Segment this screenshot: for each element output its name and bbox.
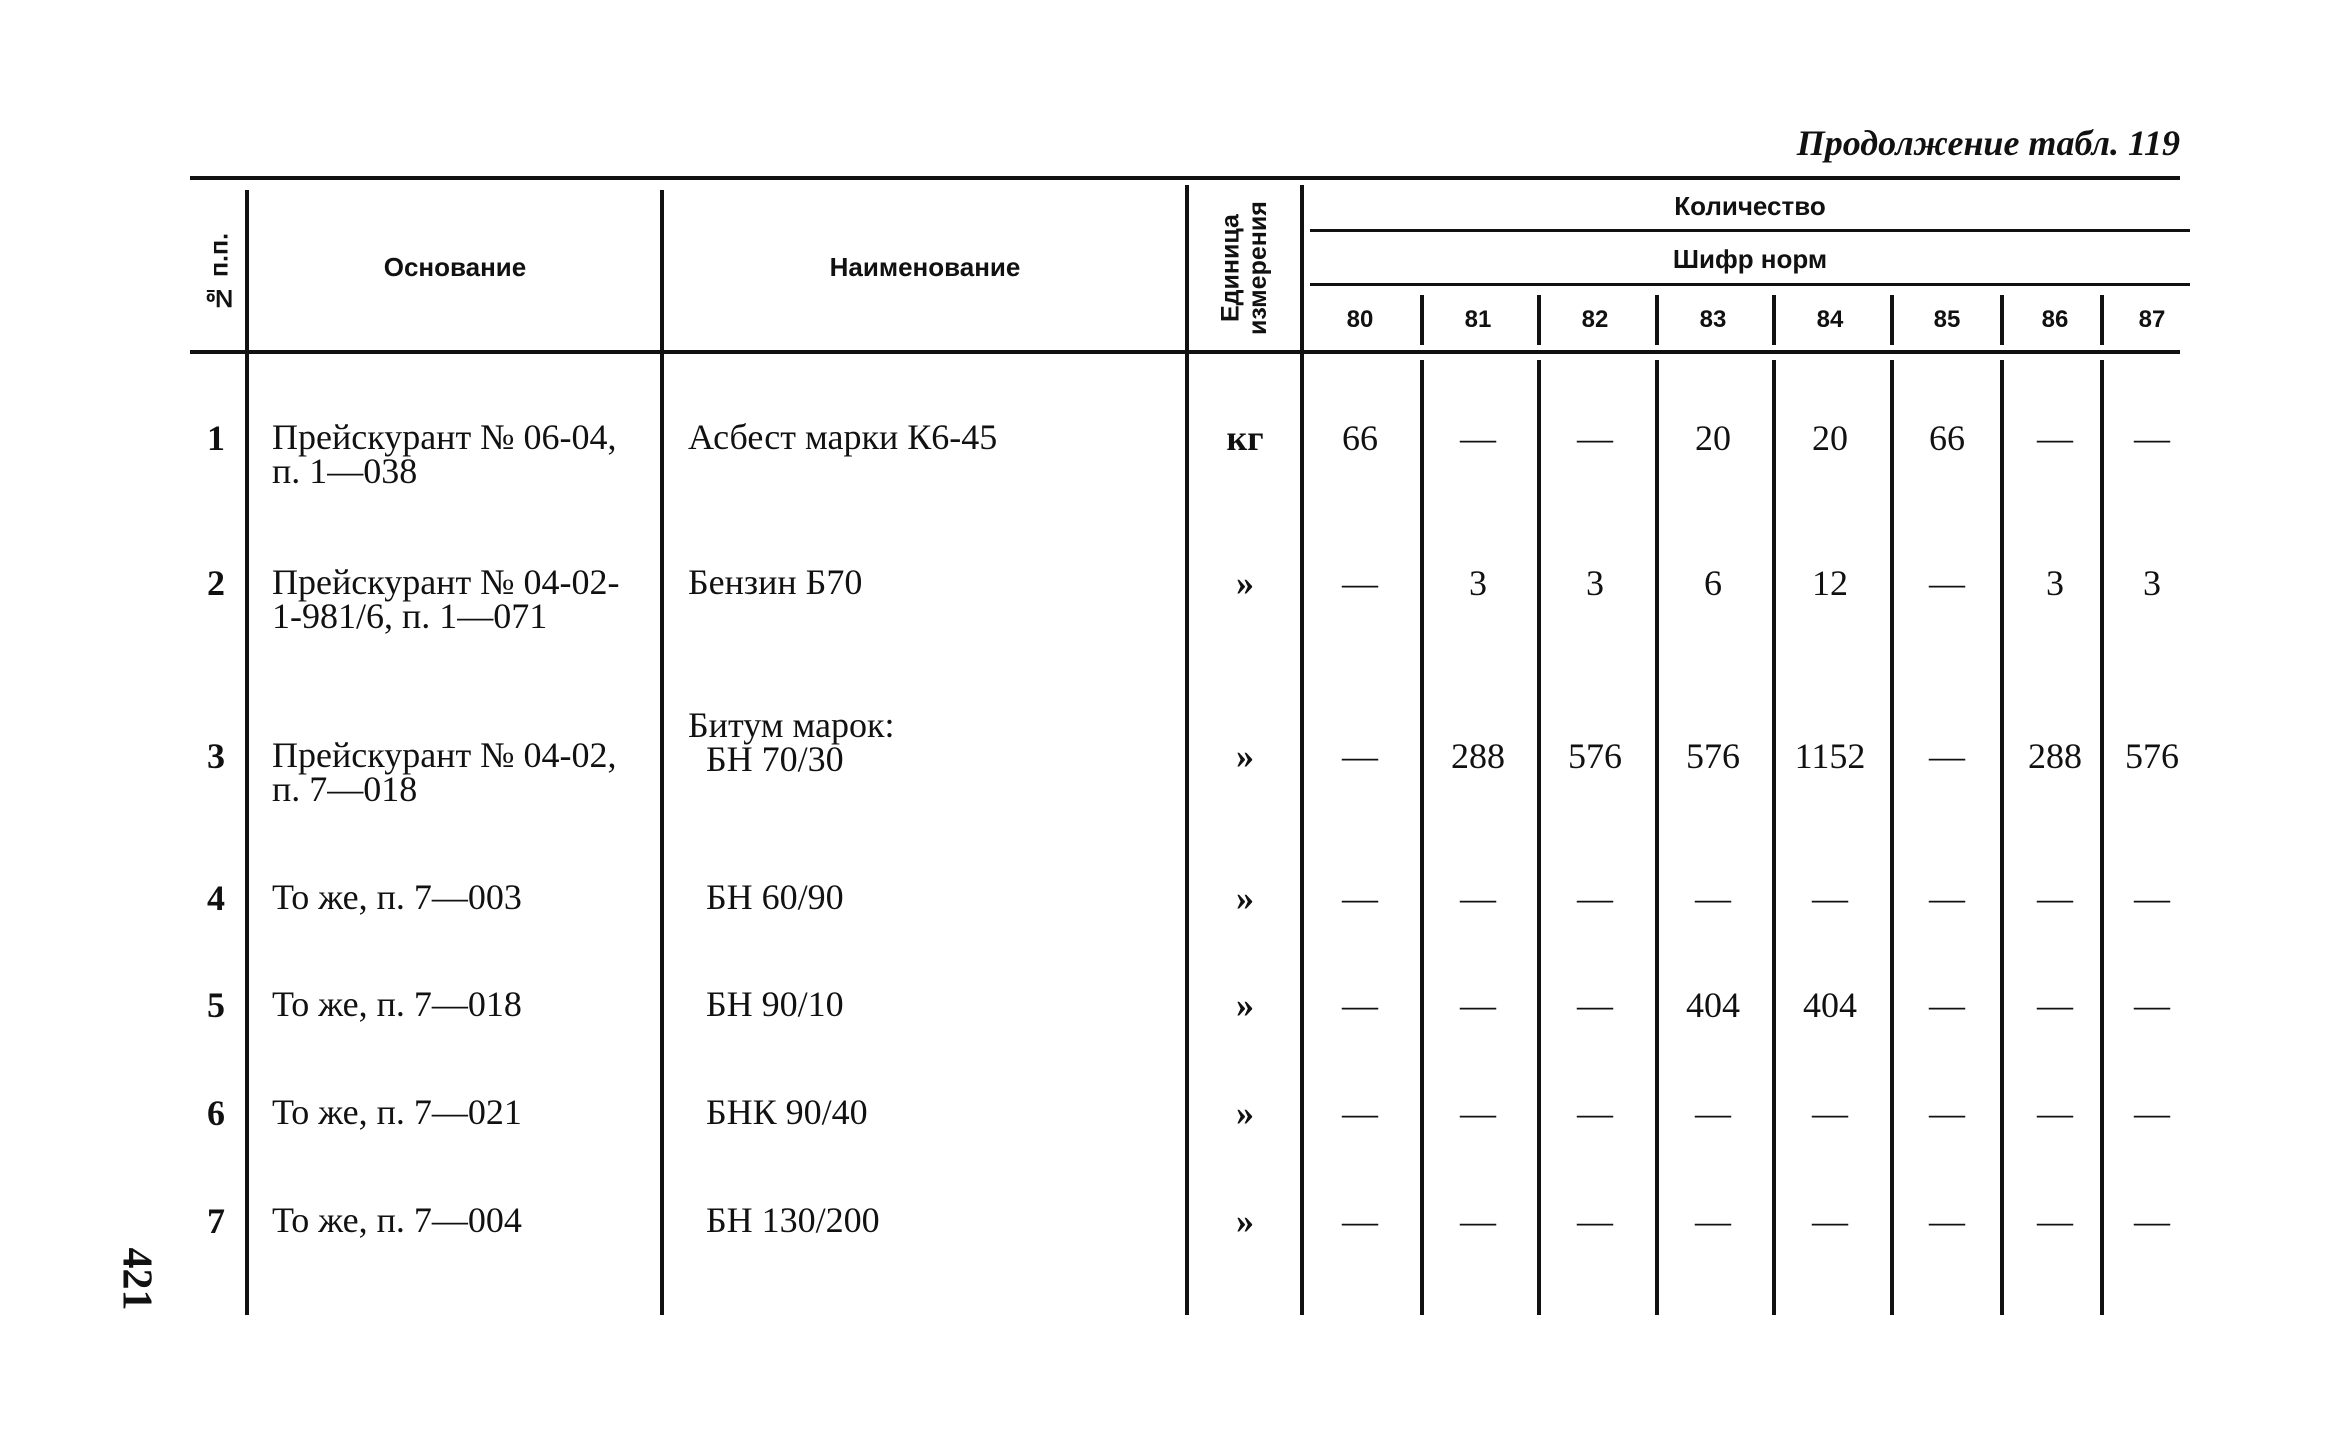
col-rule-2 [660, 190, 664, 1315]
code-rule-header-1 [1537, 295, 1541, 345]
value-cell-80: — [1342, 985, 1378, 1025]
value-cell-83: — [1695, 878, 1731, 918]
value-cell-85: — [1929, 1093, 1965, 1133]
value-cell-84: — [1812, 1093, 1848, 1133]
code-rule-body-5 [2000, 360, 2004, 1315]
value-cell-82: — [1577, 878, 1613, 918]
unit-cell: » [1236, 985, 1254, 1025]
basis-cell: Прейскурант № 04-02, п. 7—018 [272, 735, 617, 809]
value-cell-85: — [1929, 1201, 1965, 1241]
code-header-81: 81 [1464, 306, 1492, 333]
name-cell: БН 90/10 [688, 984, 844, 1024]
value-cell-85: — [1929, 985, 1965, 1025]
row-number: 1 [207, 418, 225, 458]
row-number: 2 [207, 563, 225, 603]
code-rule [1310, 283, 2190, 286]
page-number: 421 [113, 1247, 160, 1311]
value-cell-86: — [2037, 1093, 2073, 1133]
code-rule-header-3 [1772, 295, 1776, 345]
unit-cell: » [1236, 563, 1254, 603]
value-cell-80: — [1342, 563, 1378, 603]
code-rule-header-0 [1420, 295, 1424, 345]
name-cell: Битум марок: БН 70/30 [688, 705, 895, 779]
value-cell-81: — [1460, 418, 1496, 458]
value-cell-80: — [1342, 878, 1378, 918]
value-cell-80: — [1342, 1093, 1378, 1133]
value-cell-85: — [1929, 563, 1965, 603]
code-rule-body-4 [1890, 360, 1894, 1315]
value-cell-86: 3 [2046, 563, 2064, 603]
value-cell-83: 404 [1686, 985, 1740, 1025]
header-basis: Основание [383, 252, 527, 282]
value-cell-80: 66 [1342, 418, 1378, 458]
row-number: 3 [207, 736, 225, 776]
value-cell-86: 288 [2028, 736, 2082, 776]
value-cell-87: 576 [2125, 736, 2179, 776]
code-rule-body-1 [1537, 360, 1541, 1315]
value-cell-87: — [2134, 418, 2170, 458]
value-cell-83: — [1695, 1201, 1731, 1241]
value-cell-81: — [1460, 1093, 1496, 1133]
code-rule-header-2 [1655, 295, 1659, 345]
value-cell-83: — [1695, 1093, 1731, 1133]
value-cell-82: 3 [1586, 563, 1604, 603]
code-rule-body-6 [2100, 360, 2104, 1315]
value-cell-87: — [2134, 985, 2170, 1025]
basis-cell: То же, п. 7—004 [272, 1200, 522, 1240]
quantity-rule [1310, 229, 2190, 232]
value-cell-86: — [2037, 878, 2073, 918]
value-cell-82: 576 [1568, 736, 1622, 776]
value-cell-87: — [2134, 1201, 2170, 1241]
value-cell-85: — [1929, 736, 1965, 776]
value-cell-86: — [2037, 985, 2073, 1025]
header-row-no: № п.п. [205, 232, 234, 313]
basis-cell: Прейскурант № 06-04, п. 1—038 [272, 417, 617, 491]
name-cell: Бензин Б70 [688, 562, 863, 602]
row-number: 5 [207, 985, 225, 1025]
unit-cell: » [1236, 736, 1254, 776]
basis-cell: То же, п. 7—021 [272, 1092, 522, 1132]
code-header-85: 85 [1933, 306, 1961, 333]
value-cell-84: — [1812, 1201, 1848, 1241]
value-cell-82: — [1577, 985, 1613, 1025]
value-cell-81: — [1460, 878, 1496, 918]
basis-cell: То же, п. 7—003 [272, 877, 522, 917]
value-cell-86: — [2037, 1201, 2073, 1241]
code-rule-header-4 [1890, 295, 1894, 345]
value-cell-85: 66 [1929, 418, 1965, 458]
unit-cell: » [1236, 1093, 1254, 1133]
value-cell-84: 404 [1803, 985, 1857, 1025]
value-cell-81: — [1460, 1201, 1496, 1241]
code-header-86: 86 [2041, 306, 2069, 333]
name-cell: БН 130/200 [688, 1200, 880, 1240]
value-cell-82: — [1577, 1093, 1613, 1133]
unit-cell: кг [1226, 418, 1264, 458]
header-quantity: Количество [1674, 190, 1826, 221]
col-rule-3 [1185, 185, 1189, 1315]
name-cell: Асбест марки К6-45 [688, 417, 998, 457]
value-cell-80: — [1342, 736, 1378, 776]
code-header-84: 84 [1816, 306, 1844, 333]
code-header-83: 83 [1699, 306, 1727, 333]
header-code: Шифр норм [1672, 243, 1828, 274]
value-cell-81: — [1460, 985, 1496, 1025]
table-caption: Продолжение табл. 119 [1796, 123, 2180, 163]
value-cell-84: 12 [1812, 563, 1848, 603]
basis-cell: То же, п. 7—018 [272, 984, 522, 1024]
code-rule-body-2 [1655, 360, 1659, 1315]
value-cell-83: 6 [1704, 563, 1722, 603]
code-header-87: 87 [2138, 306, 2166, 333]
value-cell-83: 576 [1686, 736, 1740, 776]
code-rule-header-6 [2100, 295, 2104, 345]
value-cell-84: 20 [1812, 418, 1848, 458]
code-rule-body-0 [1420, 360, 1424, 1315]
row-number: 4 [207, 878, 225, 918]
header-unit: Единица измерения [1216, 201, 1272, 335]
value-cell-82: — [1577, 1201, 1613, 1241]
value-cell-85: — [1929, 878, 1965, 918]
value-cell-86: — [2037, 418, 2073, 458]
code-header-82: 82 [1581, 306, 1609, 333]
code-header-80: 80 [1346, 306, 1374, 333]
value-cell-87: — [2134, 878, 2170, 918]
header-name: Наименование [829, 252, 1021, 282]
value-cell-81: 288 [1451, 736, 1505, 776]
value-cell-80: — [1342, 1201, 1378, 1241]
value-cell-87: 3 [2143, 563, 2161, 603]
value-cell-84: 1152 [1794, 736, 1866, 776]
name-cell: БН 60/90 [688, 877, 844, 917]
basis-cell: Прейскурант № 04-02- 1-981/6, п. 1—071 [272, 562, 620, 636]
code-rule-body-3 [1772, 360, 1776, 1315]
code-rule-header-5 [2000, 295, 2004, 345]
col-rule-1 [245, 190, 249, 1315]
row-number: 6 [207, 1093, 225, 1133]
col-rule-4 [1300, 185, 1304, 1315]
value-cell-84: — [1812, 878, 1848, 918]
value-cell-87: — [2134, 1093, 2170, 1133]
row-number: 7 [207, 1201, 225, 1241]
name-cell: БНК 90/40 [688, 1092, 868, 1132]
value-cell-81: 3 [1469, 563, 1487, 603]
value-cell-82: — [1577, 418, 1613, 458]
top-rule [190, 176, 2180, 180]
unit-cell: » [1236, 878, 1254, 918]
value-cell-83: 20 [1695, 418, 1731, 458]
unit-cell: » [1236, 1201, 1254, 1241]
